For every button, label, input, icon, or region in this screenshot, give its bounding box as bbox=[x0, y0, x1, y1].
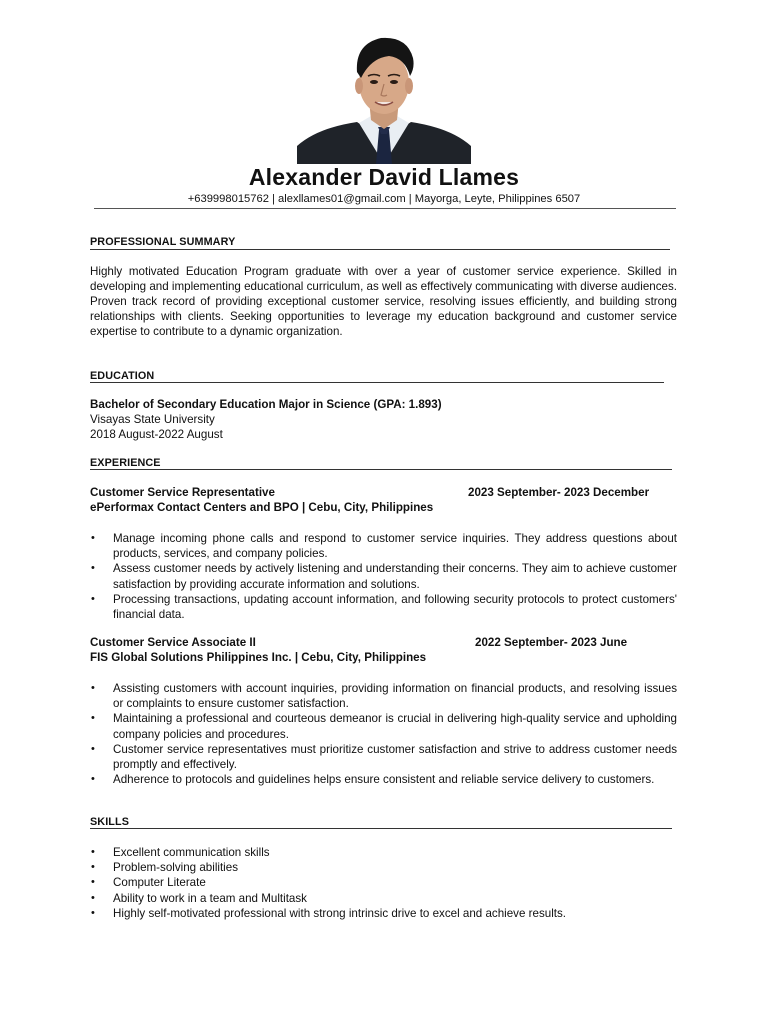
bullet-icon: • bbox=[91, 773, 95, 786]
profile-photo bbox=[297, 28, 471, 164]
bullet-icon: • bbox=[91, 682, 95, 694]
summary-heading: PROFESSIONAL SUMMARY bbox=[90, 236, 236, 248]
list-item: • Customer service representatives must prioritize customer satisfaction and strive to address customer needs promptly and effectively. bbox=[91, 742, 677, 772]
skills-list bbox=[90, 845, 677, 921]
list-item: • Processing transactions, updating account information, and following security protocols to protect customers' financial data. bbox=[91, 592, 677, 622]
contact-line: +639998015762 | alexllames01@gmail.com | Mayorga, Leyte, Philippines 6507 bbox=[187, 193, 581, 205]
education-school: Visayas State University bbox=[90, 413, 215, 426]
bullet-icon: • bbox=[91, 562, 95, 575]
list-item: • Maintaining a professional and courteous demeanor is crucial in delivering high-quality service and upholding company policies and procedures. bbox=[91, 712, 677, 741]
job-duties-list bbox=[90, 681, 677, 787]
job-title: Customer Service Associate II bbox=[90, 636, 256, 649]
list-item: • Excellent communication skills bbox=[91, 846, 270, 859]
education-heading: EDUCATION bbox=[90, 370, 155, 382]
bullet-icon: • bbox=[91, 906, 95, 919]
candidate-name: Alexander David Llames bbox=[248, 164, 520, 190]
experience-heading: EXPERIENCE bbox=[90, 457, 161, 469]
list-item: • Manage incoming phone calls and respond to customer service inquiries. They address questions about products, services, and company policies. bbox=[91, 532, 677, 561]
job-title: Customer Service Representative bbox=[90, 486, 275, 499]
bullet-icon: • bbox=[91, 846, 95, 858]
bullet-icon: • bbox=[91, 861, 95, 874]
bullet-icon: • bbox=[91, 532, 95, 544]
bullet-icon: • bbox=[91, 891, 95, 904]
skills-heading: SKILLS bbox=[90, 816, 129, 828]
summary-text: Highly motivated Education Program graduate with over a year of customer service experience. Skilled in developing and implementing educational curriculum, as well as effectively communicating with diverse audiences. Proven track record of providing exceptional customer service, resolving issues efficiently, and building strong relationships with clients. Seeking opportunities to leverage my education background and customer service expertise to contribute to a dynamic organization. bbox=[90, 265, 677, 339]
list-item: • Highly self-motivated professional with strong intrinsic drive to excel and achieve results. bbox=[91, 906, 567, 920]
bullet-icon: • bbox=[91, 876, 95, 889]
summary-divider bbox=[90, 249, 670, 250]
list-item: • Ability to work in a team and Multitask bbox=[91, 891, 307, 905]
job-dates: 2023 September- 2023 December bbox=[468, 486, 650, 499]
job-dates: 2022 September- 2023 June bbox=[475, 636, 628, 649]
bullet-icon: • bbox=[91, 742, 95, 755]
contact-divider bbox=[94, 208, 676, 209]
education-dates: 2018 August-2022 August bbox=[90, 428, 223, 441]
list-item: • Problem-solving abilities bbox=[91, 861, 239, 875]
job-company: ePerformax Contact Centers and BPO | Cebu, City, Philippines bbox=[90, 501, 434, 514]
bullet-icon: • bbox=[91, 712, 95, 725]
job-duties-list bbox=[90, 531, 677, 622]
education-divider bbox=[90, 382, 664, 383]
bullet-icon: • bbox=[91, 592, 95, 605]
list-item: • Adherence to protocols and guidelines helps ensure consistent and reliable service delivery to customers. bbox=[91, 773, 655, 787]
skills-divider bbox=[90, 828, 672, 829]
job-company: FIS Global Solutions Philippines Inc. | Cebu, City, Philippines bbox=[90, 651, 427, 664]
list-item: • Assisting customers with account inquiries, providing information on financial products, and resolving issues or complaints to ensure customer satisfaction. bbox=[91, 682, 677, 711]
list-item: • Computer Literate bbox=[91, 876, 206, 890]
list-item: • Assess customer needs by actively listening and understanding their concerns. They aim to achieve customer satisfaction by providing accurate information and solutions. bbox=[91, 562, 677, 591]
education-degree: Bachelor of Secondary Education Major in Science (GPA: 1.893) bbox=[90, 398, 442, 411]
experience-divider bbox=[90, 469, 672, 470]
